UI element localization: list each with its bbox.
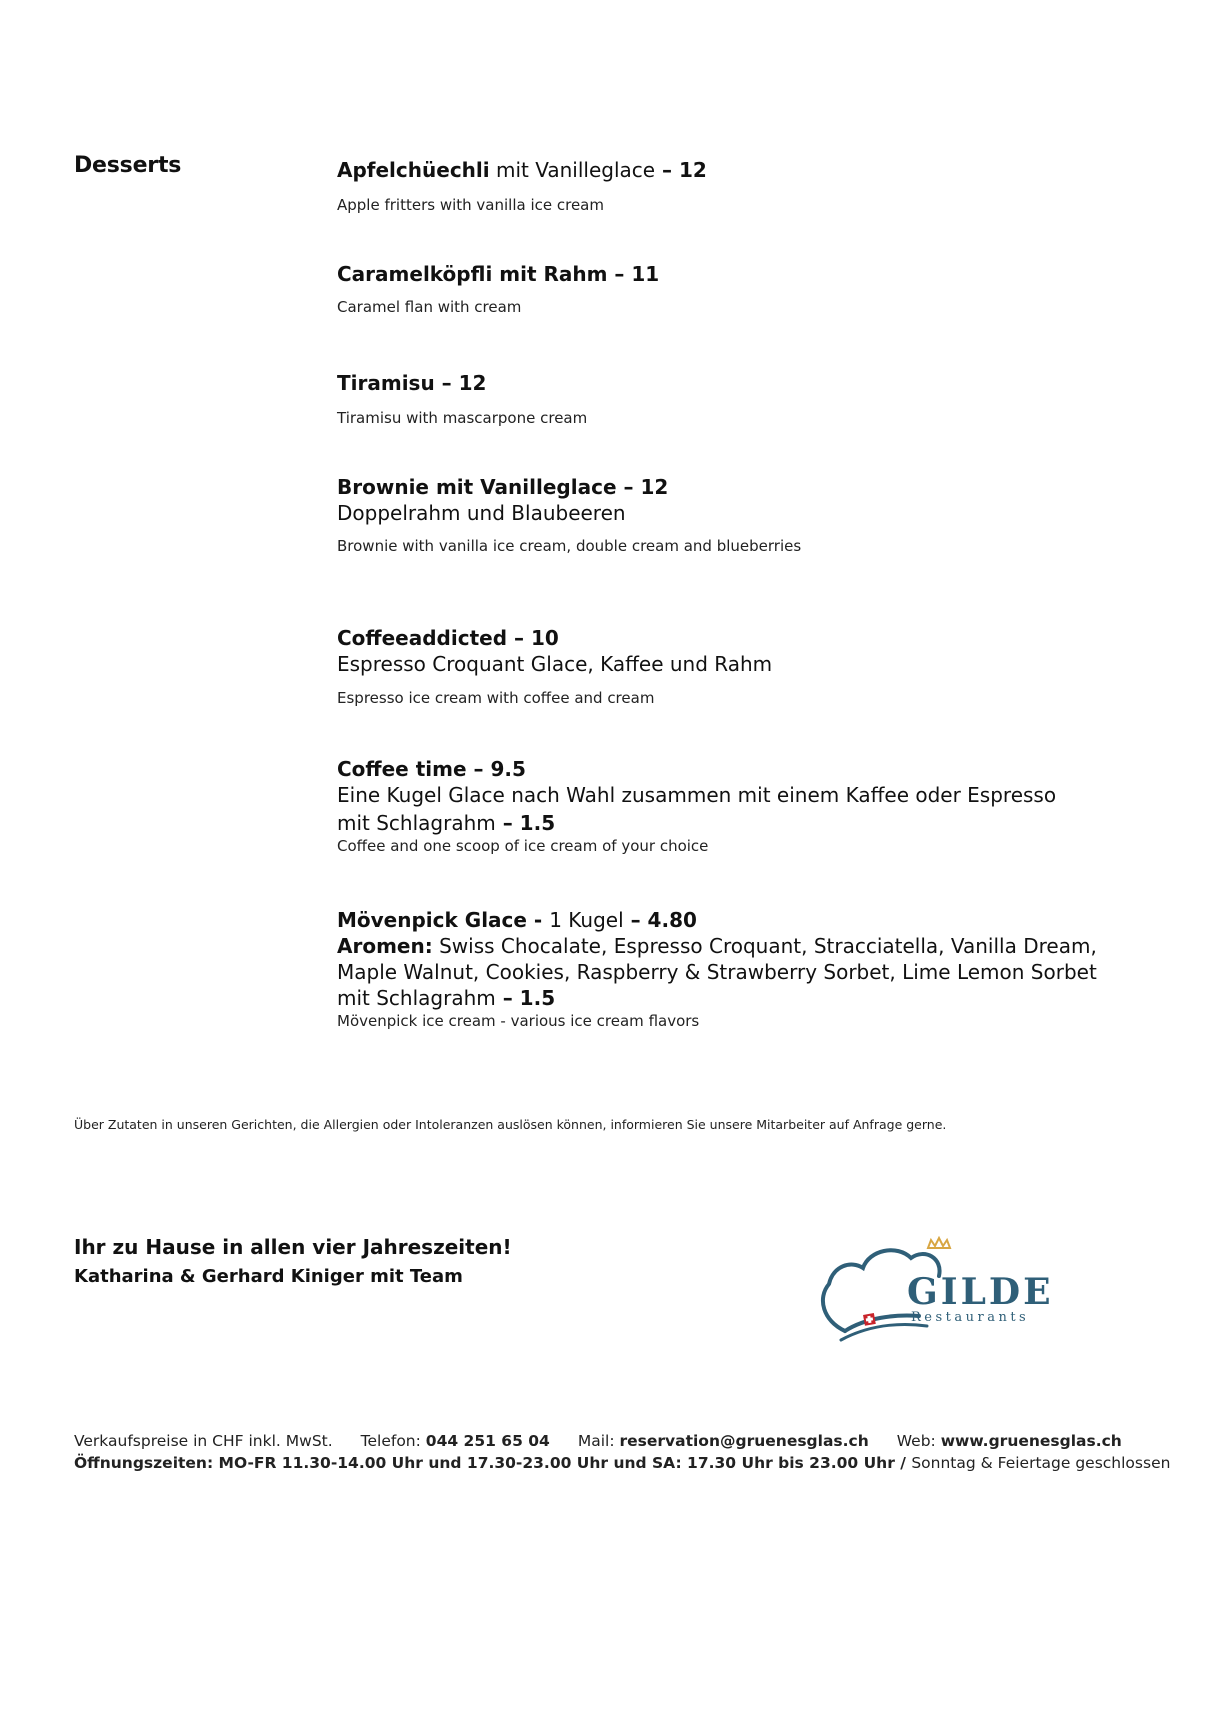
aromen-list-continued: Maple Walnut, Cookies, Raspberry & Strawberry Sorbet, Lime Lemon Sorbet (337, 960, 1097, 984)
footer-web[interactable]: www.gruenesglas.ch (940, 1432, 1122, 1450)
item-name: Apfelchüechli (337, 158, 490, 182)
footer-phone[interactable]: 044 251 65 04 (425, 1432, 550, 1450)
item-extra: mit Schlagrahm (337, 986, 496, 1010)
item-name: Tiramisu (337, 371, 435, 395)
menu-item (337, 625, 1117, 708)
item-description: Espresso Croquant Glace, Kaffee und Rahm (337, 652, 773, 676)
item-price: – 12 (616, 475, 669, 499)
gilde-logo (815, 1236, 1055, 1348)
footer-phone-label: Telefon: (360, 1432, 426, 1450)
item-translation: Brownie with vanilla ice cream, double cream and blueberries (337, 537, 802, 555)
item-extra: mit Schlagrahm (337, 811, 496, 835)
item-price: – 4.80 (623, 908, 697, 932)
item-translation: Espresso ice cream with coffee and cream (337, 689, 655, 707)
menu-item (337, 261, 1117, 317)
item-price: – 9.5 (466, 757, 526, 781)
item-name-rest: mit Vanilleglace (489, 158, 656, 182)
item-name: Brownie mit Vanilleglace (337, 475, 617, 499)
menu-item (337, 756, 1117, 856)
tagline: Ihr zu Hause in allen vier Jahreszeiten! (74, 1235, 512, 1259)
item-description: Eine Kugel Glace nach Wahl zusammen mit einem Kaffee oder Espresso (337, 783, 1057, 807)
logo-subtitle: Restaurants (911, 1310, 1030, 1325)
item-price: – 11 (607, 262, 660, 286)
item-translation: Caramel flan with cream (337, 298, 522, 316)
item-translation: Apple fritters with vanilla ice cream (337, 196, 604, 214)
owners: Katharina & Gerhard Kiniger mit Team (74, 1266, 463, 1287)
item-name: Caramelköpfli mit Rahm (337, 262, 608, 286)
item-price: – 12 (655, 158, 707, 182)
allergy-note: Über Zutaten in unseren Gerichten, die Allergien oder Intoleranzen auslösen können, informieren Sie unsere Mitarbeiter auf Anfrage gerne. (74, 1117, 947, 1132)
logo-name: GILDE (907, 1271, 1054, 1313)
chef-hat-icon (815, 1236, 1055, 1348)
item-extra-price: – 1.5 (495, 811, 556, 835)
menu-item (337, 907, 1117, 1031)
closed-days: Sonntag & Feiertage geschlossen (911, 1454, 1171, 1472)
footer-mail-label: Mail: (577, 1432, 620, 1450)
item-translation: Tiramisu with mascarpone cream (337, 409, 588, 427)
menu-item (337, 370, 1117, 428)
item-price: – 12 (434, 371, 487, 395)
item-name: Coffeeaddicted (337, 626, 508, 650)
footer-mail[interactable]: reservation@gruenesglas.ch (619, 1432, 869, 1450)
item-price: – 10 (507, 626, 559, 650)
item-name: Coffee time (337, 757, 467, 781)
item-extra-price: – 1.5 (495, 986, 556, 1010)
menu-item (337, 474, 1117, 556)
aromen-list: Swiss Chocalate, Espresso Croquant, Stracciatella, Vanilla Dream, (432, 934, 1097, 958)
footer-prices: Verkaufspreise in CHF inkl. MwSt. (74, 1432, 333, 1450)
item-name-rest: 1 Kugel (549, 908, 624, 932)
section-title: Desserts (74, 153, 182, 178)
item-translation: Coffee and one scoop of ice cream of your choice (337, 837, 709, 855)
footer-contact (74, 1432, 1122, 1450)
opening-hours: Öffnungszeiten: MO-FR 11.30-14.00 Uhr und 17.30-23.00 Uhr und SA: 17.30 Uhr bis 23.00 Uhr / (74, 1454, 912, 1472)
footer-web-label: Web: (896, 1432, 941, 1450)
footer-hours (74, 1454, 1170, 1472)
item-translation: Mövenpick ice cream - various ice cream flavors (337, 1012, 700, 1030)
menu-item (337, 157, 1117, 215)
aromen-label: Aromen: (337, 934, 433, 958)
item-name: Mövenpick Glace - (337, 908, 550, 932)
item-description: Doppelrahm und Blaubeeren (337, 501, 626, 525)
